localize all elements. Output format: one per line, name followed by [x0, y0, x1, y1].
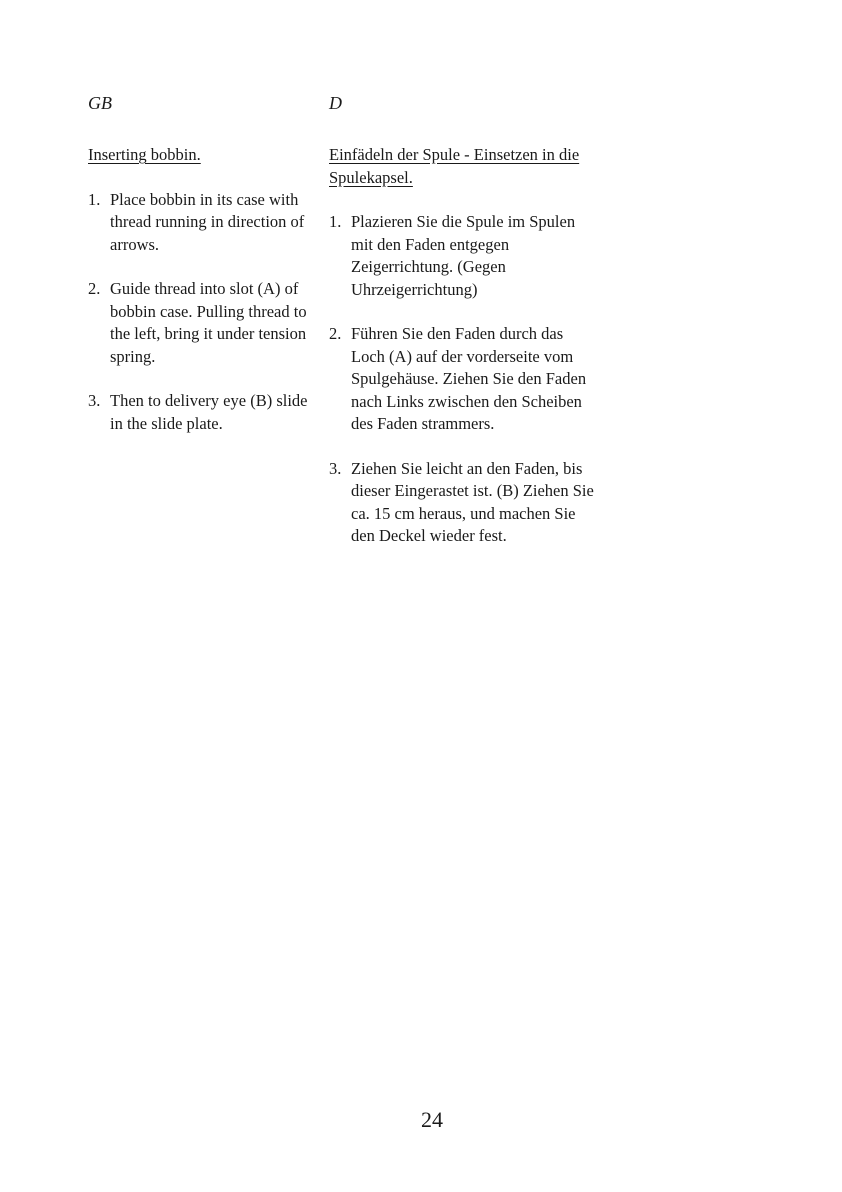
section-title-en: Inserting bobbin.	[88, 145, 201, 164]
step-number: 1.	[88, 189, 101, 209]
steps-list-de	[329, 211, 599, 548]
step-text: Place bobbin in its case with thread running in direction of arrows.	[110, 189, 305, 254]
steps-list-en	[88, 189, 310, 436]
step-number: 2.	[329, 324, 342, 343]
step-number: 3.	[88, 391, 101, 410]
step-text: Then to delivery eye (B) slide in the slide plate.	[110, 391, 308, 433]
step-text: Guide thread into slot (A) of bobbin case. Pulling thread to the left, bring it under tension spring.	[110, 279, 307, 366]
step-text: Führen Sie den Faden durch das Loch (A) auf der vorderseite vom Spulgehäuse. Ziehen Sie den Faden nach Links zwischen den Scheiben des Faden strammers.	[351, 324, 587, 433]
step-item	[88, 278, 310, 368]
english-column	[88, 92, 310, 457]
section-title-de: Einfädeln der Spule - Einsetzen in die Spulekapsel.	[329, 145, 580, 187]
step-item	[88, 390, 310, 435]
step-item	[329, 458, 599, 548]
language-label-d: D	[329, 93, 342, 113]
step-number: 1.	[329, 212, 342, 231]
step-number: 2.	[88, 279, 101, 298]
step-text: Plazieren Sie die Spule im Spulen mit den Faden entgegen Zeigerrichtung. (Gegen Uhrzeigerrichtung)	[351, 212, 576, 299]
step-number: 3.	[329, 458, 342, 478]
step-item	[329, 323, 599, 436]
language-label-gb: GB	[88, 93, 112, 113]
step-item	[88, 189, 310, 257]
step-text: Ziehen Sie leicht an den Faden, bis dieser Eingerastet ist. (B) Ziehen Sie ca. 15 cm heraus, und machen Sie den Deckel wieder fest.	[351, 458, 594, 545]
german-column	[329, 92, 599, 570]
step-item	[329, 211, 599, 301]
page-number: 24	[421, 1107, 443, 1132]
